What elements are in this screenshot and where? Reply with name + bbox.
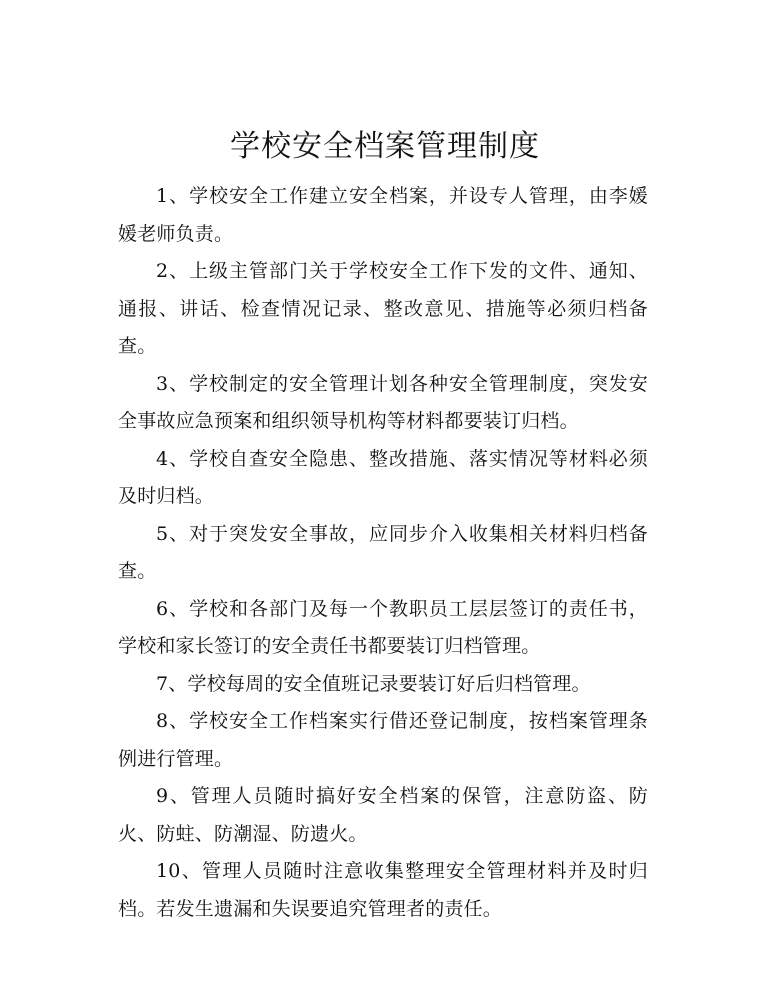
paragraph-6: 6、学校和各部门及每一个教职员工层层签订的责任书，学校和家长签订的安全责任书都要装订归档管理。: [118, 597, 648, 657]
paragraph-1: 1、学校安全工作建立安全档案，并设专人管理，由李媛媛老师负责。: [118, 185, 648, 245]
document-body: [118, 178, 648, 928]
paragraph-9: 9、管理人员随时搞好安全档案的保管，注意防盗、防火、防蛀、防潮湿、防遗火。: [118, 785, 648, 845]
paragraph-5: 5、对于突发安全事故，应同步介入收集相关材料归档备查。: [118, 522, 648, 582]
document-title: 学校安全档案管理制度: [230, 129, 540, 164]
paragraph-10: 10、管理人员随时注意收集整理安全管理材料并及时归档。若发生遗漏和失误要追究管理者的责任。: [118, 860, 648, 920]
paragraph-4: 4、学校自查安全隐患、整改措施、落实情况等材料必须及时归档。: [118, 447, 648, 507]
paragraph-3: 3、学校制定的安全管理计划各种安全管理制度，突发安全事故应急预案和组织领导机构等材料都要装订归档。: [118, 372, 648, 432]
paragraph-2: 2、上级主管部门关于学校安全工作下发的文件、通知、通报、讲话、检查情况记录、整改意见、措施等必须归档备查。: [118, 260, 648, 357]
paragraph-7: 7、学校每周的安全值班记录要装订好后归档管理。: [156, 672, 591, 695]
paragraph-8: 8、学校安全工作档案实行借还登记制度，按档案管理条例进行管理。: [118, 710, 648, 770]
